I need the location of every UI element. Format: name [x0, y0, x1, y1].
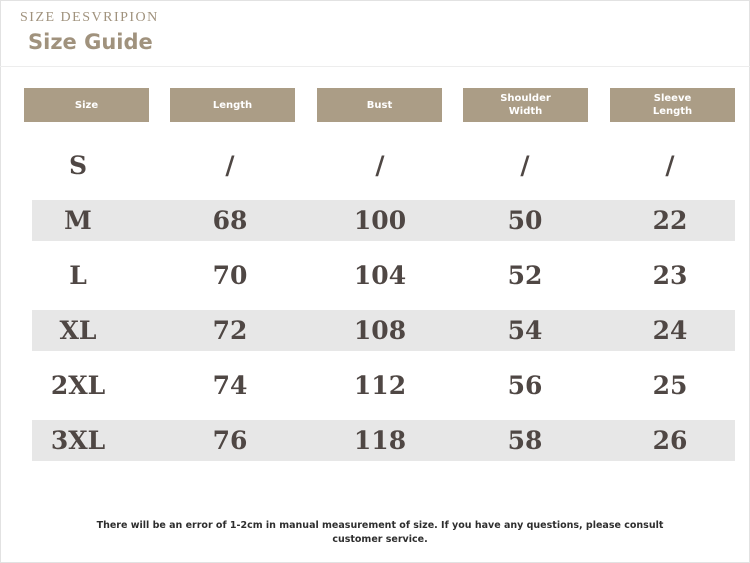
length-value: 76: [212, 426, 248, 455]
measurement-disclaimer: There will be an error of 1-2cm in manual measurement of size. If you have any questions, please consult customer service.: [96, 520, 664, 545]
bust-value: 108: [353, 316, 407, 345]
length-value: 74: [212, 371, 248, 400]
bust-value: 104: [353, 261, 407, 290]
shoulder-width-value: 56: [507, 371, 543, 400]
shoulder-width-value: 50: [507, 206, 543, 235]
length-value: 70: [212, 261, 248, 290]
bust-value: /: [375, 151, 385, 180]
bust-value: 100: [353, 206, 407, 235]
size-label: L: [69, 261, 87, 290]
column-header-shoulder-width: Shoulder Width: [463, 88, 588, 122]
column-header-length: Length: [170, 88, 295, 122]
size-label: S: [68, 151, 88, 180]
header-divider: [0, 66, 750, 67]
shoulder-width-value: 52: [507, 261, 543, 290]
sleeve-length-value: /: [665, 151, 675, 180]
sleeve-length-value: 22: [652, 206, 688, 235]
shoulder-width-value: /: [520, 151, 530, 180]
sleeve-length-value: 23: [652, 261, 688, 290]
shoulder-width-value: 54: [507, 316, 543, 345]
column-header-bust: Bust: [317, 88, 442, 122]
size-label: XL: [59, 316, 97, 345]
size-label: 3XL: [50, 426, 106, 455]
length-value: 68: [212, 206, 248, 235]
column-header-sleeve-length: Sleeve Length: [610, 88, 735, 122]
size-label: M: [64, 206, 92, 235]
page-title: Size Guide: [28, 30, 153, 54]
bust-value: 118: [353, 426, 407, 455]
length-value: /: [225, 151, 235, 180]
bust-value: 112: [353, 371, 407, 400]
column-header-size: Size: [24, 88, 149, 122]
sleeve-length-value: 24: [652, 316, 688, 345]
size-label: 2XL: [50, 371, 106, 400]
shoulder-width-value: 58: [507, 426, 543, 455]
section-eyebrow: SIZE DESVRIPION: [20, 10, 159, 25]
sleeve-length-value: 26: [652, 426, 688, 455]
length-value: 72: [212, 316, 248, 345]
sleeve-length-value: 25: [652, 371, 688, 400]
